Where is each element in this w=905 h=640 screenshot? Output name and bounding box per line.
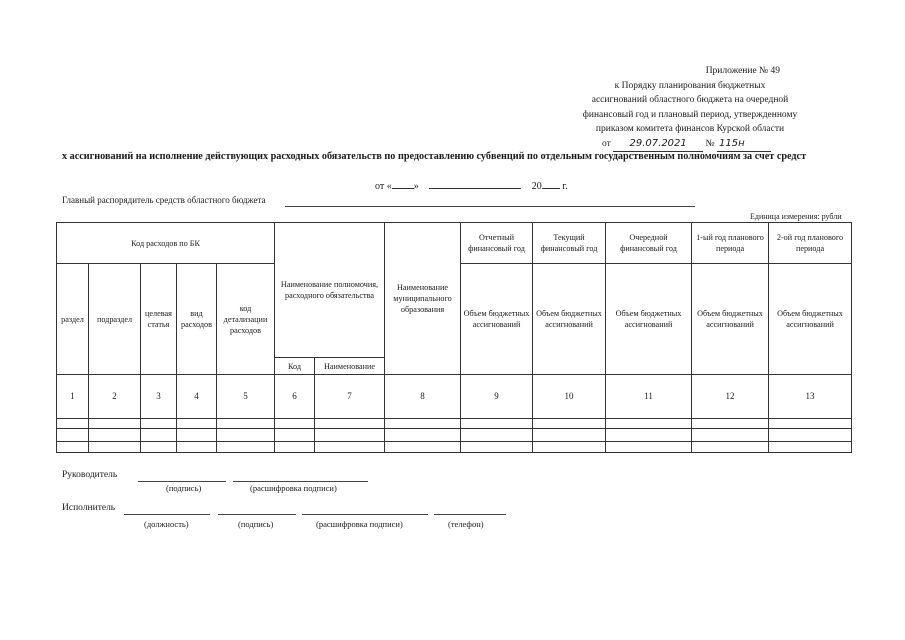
col-volume: Объем бюджетных ассигнований [769,264,852,375]
head-decode-caption: (расшифровка подписи) [250,483,337,493]
column-number: 7 [315,375,385,419]
column-number: 3 [141,375,177,419]
column-number: 5 [217,375,275,419]
annex-date-line [560,137,820,153]
column-number: 6 [275,375,315,419]
column-number: 11 [606,375,692,419]
header-plan-year-2: 2-ой год планового периода [769,223,852,264]
date-line [375,181,568,192]
quote-open: « [386,181,392,192]
exec-decode-caption: (расшифровка подписи) [316,519,403,529]
document-title: х ассигнований на исполнение действующих расходных обязательств по предоставлению субвенций по отдельным государственным полномочиям за счет средст [62,151,807,162]
column-number: 8 [385,375,461,419]
head-sign-line [138,481,226,482]
table-row [57,442,852,453]
header-next-year: Очередной финансовый год [606,223,692,264]
exec-sign-caption: (подпись) [238,519,274,529]
col-volume: Объем бюджетных ассигнований [533,264,606,375]
annex-from-label: от [602,138,611,149]
col-detail-code: код детализации расходов [217,264,275,375]
exec-phone-caption: (телефон) [448,519,484,529]
annex-line: к Порядку планирования бюджетных [614,80,766,91]
header-plan-year-1: 1-ый год планового периода [692,223,769,264]
exec-sign-line [218,514,296,515]
head-sign-caption: (подпись) [166,483,202,493]
column-number: 10 [533,375,606,419]
column-number: 2 [89,375,141,419]
col-volume: Объем бюджетных ассигнований [692,264,769,375]
quote-close: » [413,181,419,192]
year-prefix: 20 [531,181,542,192]
header-bk-code: Код расходов по БК [57,223,275,264]
annex-line: приказом комитета финансов Курской области [595,124,785,134]
exec-label: Исполнитель [62,503,116,513]
annex-number-handwritten: 115н [717,137,771,153]
distributor-underline [285,206,695,207]
header-reporting-year: Отчетный финансовый год [461,223,533,264]
col-section: раздел [57,264,89,375]
col-volume: Объем бюджетных ассигнований [606,264,692,375]
table-row [57,419,852,429]
column-number: 13 [769,375,852,419]
exec-phone-line [434,514,506,515]
col-expense-type: вид расходов [177,264,217,375]
exec-position-line [124,514,210,515]
col-target-article: целевая статья [141,264,177,375]
exec-decode-line [302,514,428,515]
distributor-label: Главный распорядитель средств областного бюджета [62,195,266,205]
col-name: Наименование [315,358,385,375]
column-number: 1 [57,375,89,419]
header-powers: Наименование полномочия, расходного обязательства [275,223,385,358]
annex-number-label: № [705,138,715,149]
year-suffix: г. [562,181,568,192]
col-code: Код [275,358,315,375]
column-number: 4 [177,375,217,419]
budget-table [56,222,852,453]
head-decode-line [233,481,368,482]
annex-line: Приложение № 49 [705,66,780,76]
col-volume: Объем бюджетных ассигнований [461,264,533,375]
header-municipal: Наименование муниципального образования [385,223,461,375]
annex-line: ассигнований областного бюджета на очередной [591,95,789,105]
date-from-label: от [375,181,385,192]
annex-line: финансовый год и плановый период, утвержденному [582,109,798,120]
col-subsection: подраздел [89,264,141,375]
column-number: 12 [692,375,769,419]
annex-header [560,64,820,152]
annex-date-handwritten: 29.07.2021 [613,137,703,153]
header-current-year: Текущий финансовый год [533,223,606,264]
column-number: 9 [461,375,533,419]
table-row [57,429,852,442]
exec-position-caption: (должность) [144,519,189,529]
head-label: Руководитель [62,470,118,480]
unit-label: Единица измерения: рубли [750,212,842,221]
